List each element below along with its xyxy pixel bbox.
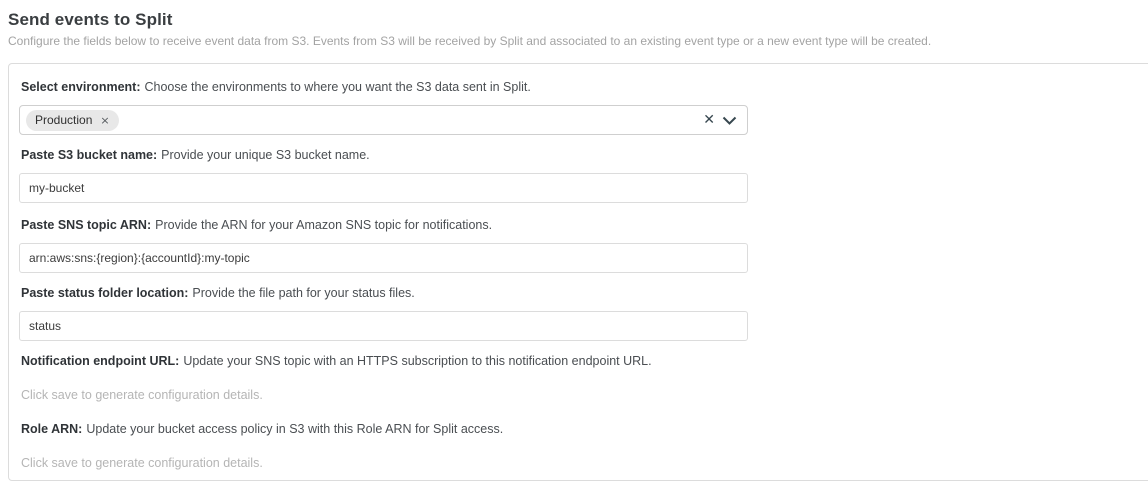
role-arn-field-label bbox=[21, 422, 1148, 436]
integration-config-card bbox=[8, 63, 1148, 481]
role-arn-description: Update your bucket access policy in S3 with this Role ARN for Split access. bbox=[86, 422, 504, 436]
sns-topic-label: Paste SNS topic ARN: bbox=[21, 218, 152, 232]
notification-endpoint-label: Notification endpoint URL: bbox=[21, 354, 180, 368]
status-folder-input[interactable] bbox=[19, 311, 748, 341]
notification-endpoint-field-label bbox=[21, 354, 1148, 368]
notification-endpoint-description: Update your SNS topic with an HTTPS subscription to this notification endpoint URL. bbox=[183, 354, 652, 368]
status-folder-label: Paste status folder location: bbox=[21, 286, 189, 300]
environment-field-label bbox=[21, 80, 1148, 94]
environment-tag bbox=[26, 110, 119, 131]
environment-multiselect[interactable] bbox=[19, 105, 748, 135]
environment-label: Select environment: bbox=[21, 80, 141, 94]
s3-bucket-input[interactable] bbox=[19, 173, 748, 203]
s3-bucket-field-label bbox=[21, 148, 1148, 162]
page-subtitle: Configure the fields below to receive event data from S3. Events from S3 will be received by Split and associated to an existing event type or a new event type will be created. bbox=[8, 34, 932, 48]
select-controls bbox=[703, 110, 737, 130]
status-folder-description: Provide the file path for your status files. bbox=[192, 286, 415, 300]
s3-bucket-description: Provide your unique S3 bucket name. bbox=[161, 148, 370, 162]
status-folder-field-label bbox=[21, 286, 1148, 300]
role-arn-label: Role ARN: bbox=[21, 422, 83, 436]
page-title: Send events to Split bbox=[8, 10, 173, 29]
notification-endpoint-pending-note: Click save to generate configuration details. bbox=[21, 388, 263, 402]
clear-icon[interactable]: ✕ bbox=[703, 112, 715, 128]
sns-topic-input[interactable] bbox=[19, 243, 748, 273]
environment-description: Choose the environments to where you want the S3 data sent in Split. bbox=[144, 80, 531, 94]
page-header bbox=[0, 0, 1148, 48]
sns-topic-description: Provide the ARN for your Amazon SNS topic for notifications. bbox=[155, 218, 493, 232]
environment-tag-label: Production bbox=[35, 113, 93, 127]
tag-remove-icon[interactable]: × bbox=[100, 113, 110, 127]
sns-topic-field-label bbox=[21, 218, 1148, 232]
s3-bucket-label: Paste S3 bucket name: bbox=[21, 148, 158, 162]
chevron-down-icon[interactable] bbox=[722, 112, 737, 130]
role-arn-pending-note: Click save to generate configuration details. bbox=[21, 456, 263, 470]
